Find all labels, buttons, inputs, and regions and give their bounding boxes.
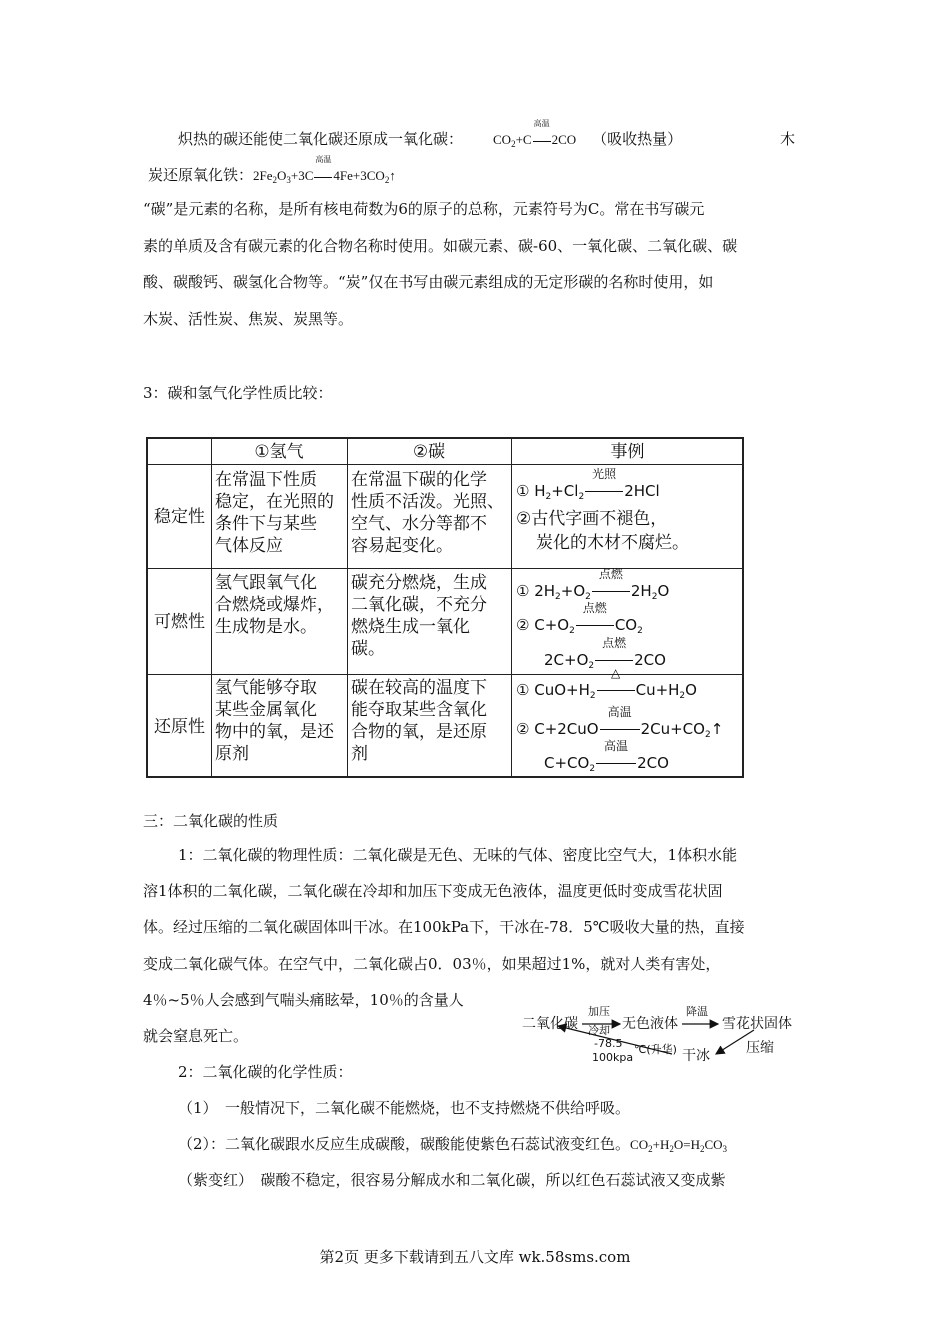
physical-line: 1：二氧化碳的物理性质：二氧化碳是无色、无味的气体、密度比空气大，1体积水能 [178, 846, 738, 864]
diagram-co2: 二氧化碳 [522, 1016, 578, 1032]
row-label-stability: 稳定性 [154, 506, 205, 527]
physical-line: 就会窒息死亡。 [143, 1027, 249, 1045]
physical-line: 溶1体积的二氧化碳，二氧化碳在冷却和加压下变成无色液体，温度更低时变成雪花状固 [143, 882, 723, 900]
flammability-example-2: ② $C+O_2$ 点燃 $CO_2$ [516, 601, 643, 636]
physical-line: 体。经过压缩的二氧化碳固体叫干冰。在100kPa下，干冰在-78．5℃吸收大量的热，直接 [143, 918, 745, 936]
reduction-example-3: $C+CO_2$ 高温 2CO [544, 739, 669, 774]
flammability-carbon: 碳充分燃烧，生成 二氧化碳，不充分 燃烧生成一氧化 碳。 [351, 573, 487, 659]
stability-carbon: 在常温下碳的化学 性质不活泼。光照、 空气、水分等都不 容易起变化。 [351, 470, 504, 556]
diagram-liquid: 无色液体 [622, 1016, 678, 1032]
diagram-dry-ice: 干冰 [682, 1048, 710, 1064]
para2-line: 木炭、活性炭、焦炭、炭黑等。 [143, 310, 354, 328]
para1-line2 [148, 155, 396, 190]
diagram-unit: ℃(升华) [634, 1043, 677, 1056]
para1-line1-tail: 木 [780, 130, 796, 148]
reduction-example-1: ① $CuO+H_2$ △ $Cu+H_2O$ [516, 666, 697, 701]
flammability-example-3: $2C+O_2$ 点燃 2CO [544, 636, 666, 671]
chemical-title: 2：二氧化碳的化学性质： [178, 1063, 353, 1081]
co2-phase-diagram [522, 1006, 802, 1064]
para1-line2-text: 炭还原氧化铁： [148, 166, 254, 184]
para1-line1 [178, 119, 683, 154]
section-three-title: 三：二氧化碳的性质 [143, 812, 279, 830]
equation-co2-c: $CO_2+C$ 高温 2CO [493, 119, 577, 149]
section-3-title: 3：碳和氢气化学性质比较： [143, 384, 333, 402]
reduction-example-2: ② C+2CuO 高温 $2Cu+CO_2↑$ [516, 705, 724, 740]
chemical-item-3: （紫变红） 碳酸不稳定，很容易分解成水和二氧化碳，所以红色石蕊试液又变成紫 [178, 1171, 726, 1189]
equation-fe2o3: $2Fe_2O_3+3C$ 高温 $4Fe+3CO_2↑$ [253, 155, 396, 185]
row-label-flammability: 可燃性 [154, 611, 205, 632]
para2-line: 酸、碳酸钙、碳氢化合物等。“炭”仅在书写由碳元素组成的无定形碳的名称时使用，如 [143, 273, 714, 291]
diagram-compress: 压缩 [746, 1040, 774, 1056]
physical-line: 4％~5％人会感到气喘头痛眩晕，10％的含量人 [143, 991, 464, 1009]
diagram-lower-temp: 降温 [686, 1005, 708, 1018]
diagram-cool: 冷却 [588, 1024, 610, 1037]
diagram-pressure: 100kpa [592, 1051, 634, 1064]
stability-example-2: ②古代字画不褪色， [516, 509, 668, 529]
flammability-example-1: ① $2H_2+O_2$ 点燃 $2H_2O$ [516, 567, 670, 602]
stability-example-3: 炭化的木材不腐烂。 [536, 533, 689, 553]
page-footer: 第2页 更多下载请到五八文库 wk.58sms.com [319, 1248, 631, 1266]
diagram-solid: 雪花状固体 [722, 1016, 792, 1032]
stability-example-1: ① $H_2+Cl_2$ 光照 2HCl [516, 467, 660, 502]
header-examples: 事例 [610, 442, 645, 462]
reduction-carbon: 碳在较高的温度下 能夺取某些含氧化 合物的氧，是还原 剂 [351, 678, 487, 764]
stability-hydrogen: 在常温下性质 稳定，在光照的 条件下与某些 气体反应 [215, 470, 334, 556]
row-label-reduction: 还原性 [154, 716, 205, 737]
header-carbon: ②碳 [412, 442, 446, 462]
flammability-hydrogen: 氢气跟氧气化 合燃烧或爆炸， 生成物是水。 [215, 573, 334, 637]
para2-line: “碳”是元素的名称，是所有核电荷数为6的原子的总称，元素符号为C。常在书写碳元 [143, 200, 705, 218]
para2-line: 素的单质及含有碳元素的化合物名称时使用。如碳元素、碳-60、一氧化碳、二氧化碳、碳 [143, 237, 738, 255]
equation-carbonic-acid: $CO_2+H_2O=H_2CO_3$ [630, 1137, 728, 1154]
chemical-item-1: （1） 一般情况下，二氧化碳不能燃烧，也不支持燃烧不供给呼吸。 [178, 1099, 631, 1117]
diagram-temp: -78.5 [594, 1037, 623, 1050]
header-hydrogen: ①氢气 [254, 442, 304, 462]
diagram-pressurize: 加压 [588, 1005, 610, 1018]
heat-note: （吸收热量） [592, 130, 683, 148]
reduction-hydrogen: 氢气能够夺取 某些金属氧化 物中的氧，是还 原剂 [215, 678, 334, 764]
chemical-item-2: （2）：二氧化碳跟水反应生成碳酸，碳酸能使紫色石蕊试液变红色。$CO_2+H_2O=H_2CO_3$ [178, 1135, 728, 1154]
comparison-table [146, 437, 744, 778]
physical-line: 变成二氧化碳气体。在空气中，二氧化碳占0．03％，如果超过1%，就对人类有害处， [143, 955, 721, 973]
para1-line1-text: 炽热的碳还能使二氧化碳还原成一氧化碳： [178, 130, 464, 148]
